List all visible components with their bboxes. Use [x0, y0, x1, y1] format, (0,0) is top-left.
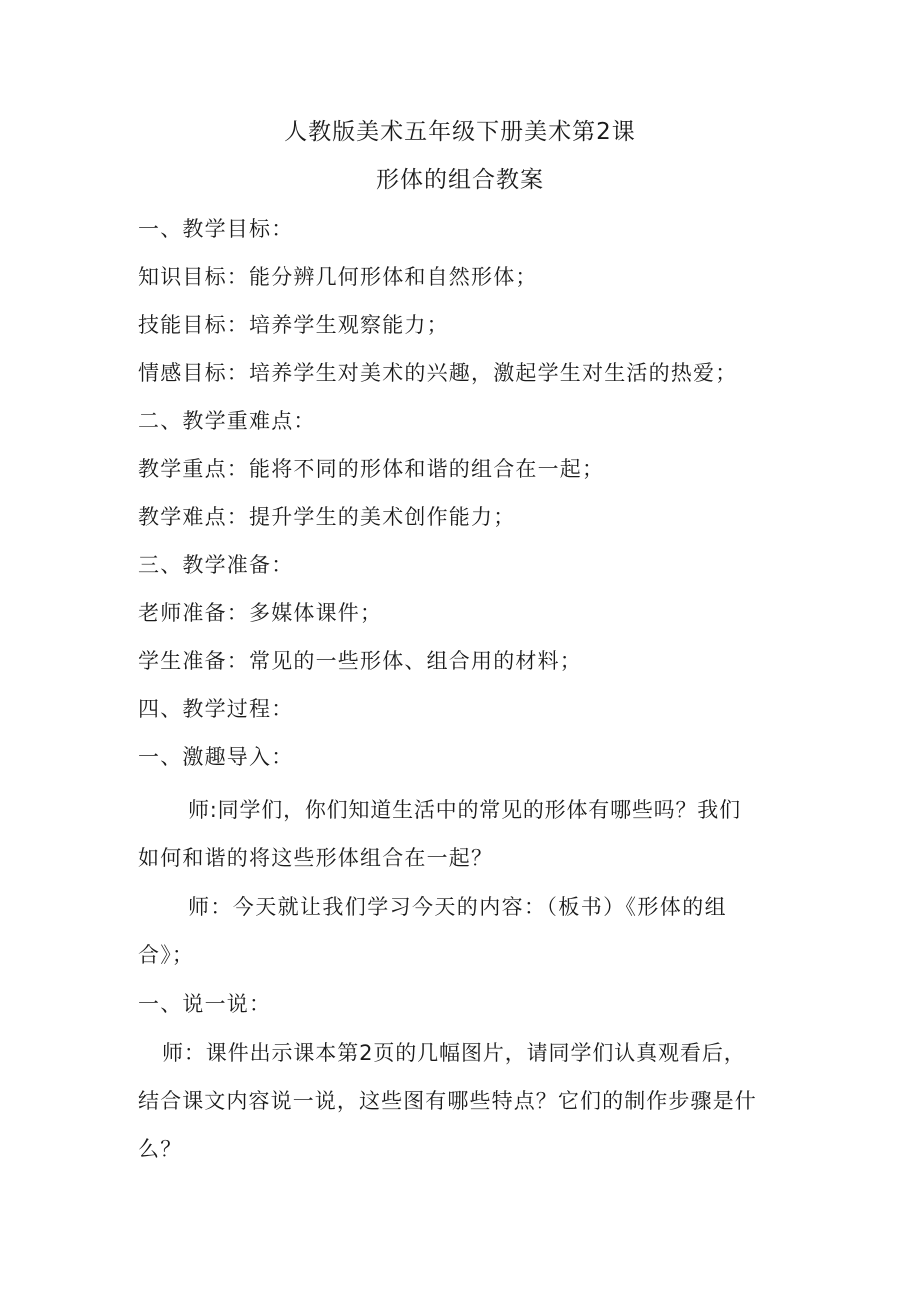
teaching-key-point: 教学重点：能将不同的形体和谐的组合在一起； [138, 457, 605, 481]
teacher-preparation: 老师准备：多媒体课件； [138, 601, 383, 625]
document-subtitle: 形体的组合教案 [376, 167, 544, 193]
teacher-intro-line2: 合》； [138, 943, 195, 967]
teacher-slides-line1: 师：课件出示课本第2页的几幅图片，请同学们认真观看后， [162, 1041, 746, 1065]
knowledge-objective: 知识目标：能分辨几何形体和自然形体； [138, 265, 538, 289]
section-heading-objectives: 一、教学目标： [138, 217, 294, 241]
section-heading-key-points: 二、教学重难点： [138, 409, 316, 433]
teacher-slides-line3: 么？ [138, 1137, 183, 1161]
document-title: 人教版美术五年级下册美术第2课 [284, 119, 636, 145]
section-heading-preparation: 三、教学准备： [138, 553, 294, 577]
teacher-question-line2: 如何和谐的将这些形体组合在一起？ [138, 846, 494, 870]
teacher-slides-line2: 结合课文内容说一说，这些图有哪些特点？它们的制作步骤是什 [138, 1089, 757, 1113]
skill-objective: 技能目标：培养学生观察能力； [138, 313, 449, 337]
subheading-introduction: 一、激趣导入： [138, 745, 294, 769]
subheading-say: 一、说一说： [138, 992, 272, 1016]
student-preparation: 学生准备：常见的一些形体、组合用的材料； [138, 649, 582, 673]
section-heading-process: 四、教学过程： [138, 697, 294, 721]
teacher-question-line1: 师:同学们，你们知道生活中的常见的形体有哪些吗？我们 [188, 798, 741, 822]
teacher-intro-line1: 师：今天就让我们学习今天的内容：（板书）《形体的组 [188, 895, 727, 919]
teaching-difficulty: 教学难点：提升学生的美术创作能力； [138, 505, 516, 529]
emotion-objective: 情感目标：培养学生对美术的兴趣，激起学生对生活的热爱； [138, 361, 738, 385]
